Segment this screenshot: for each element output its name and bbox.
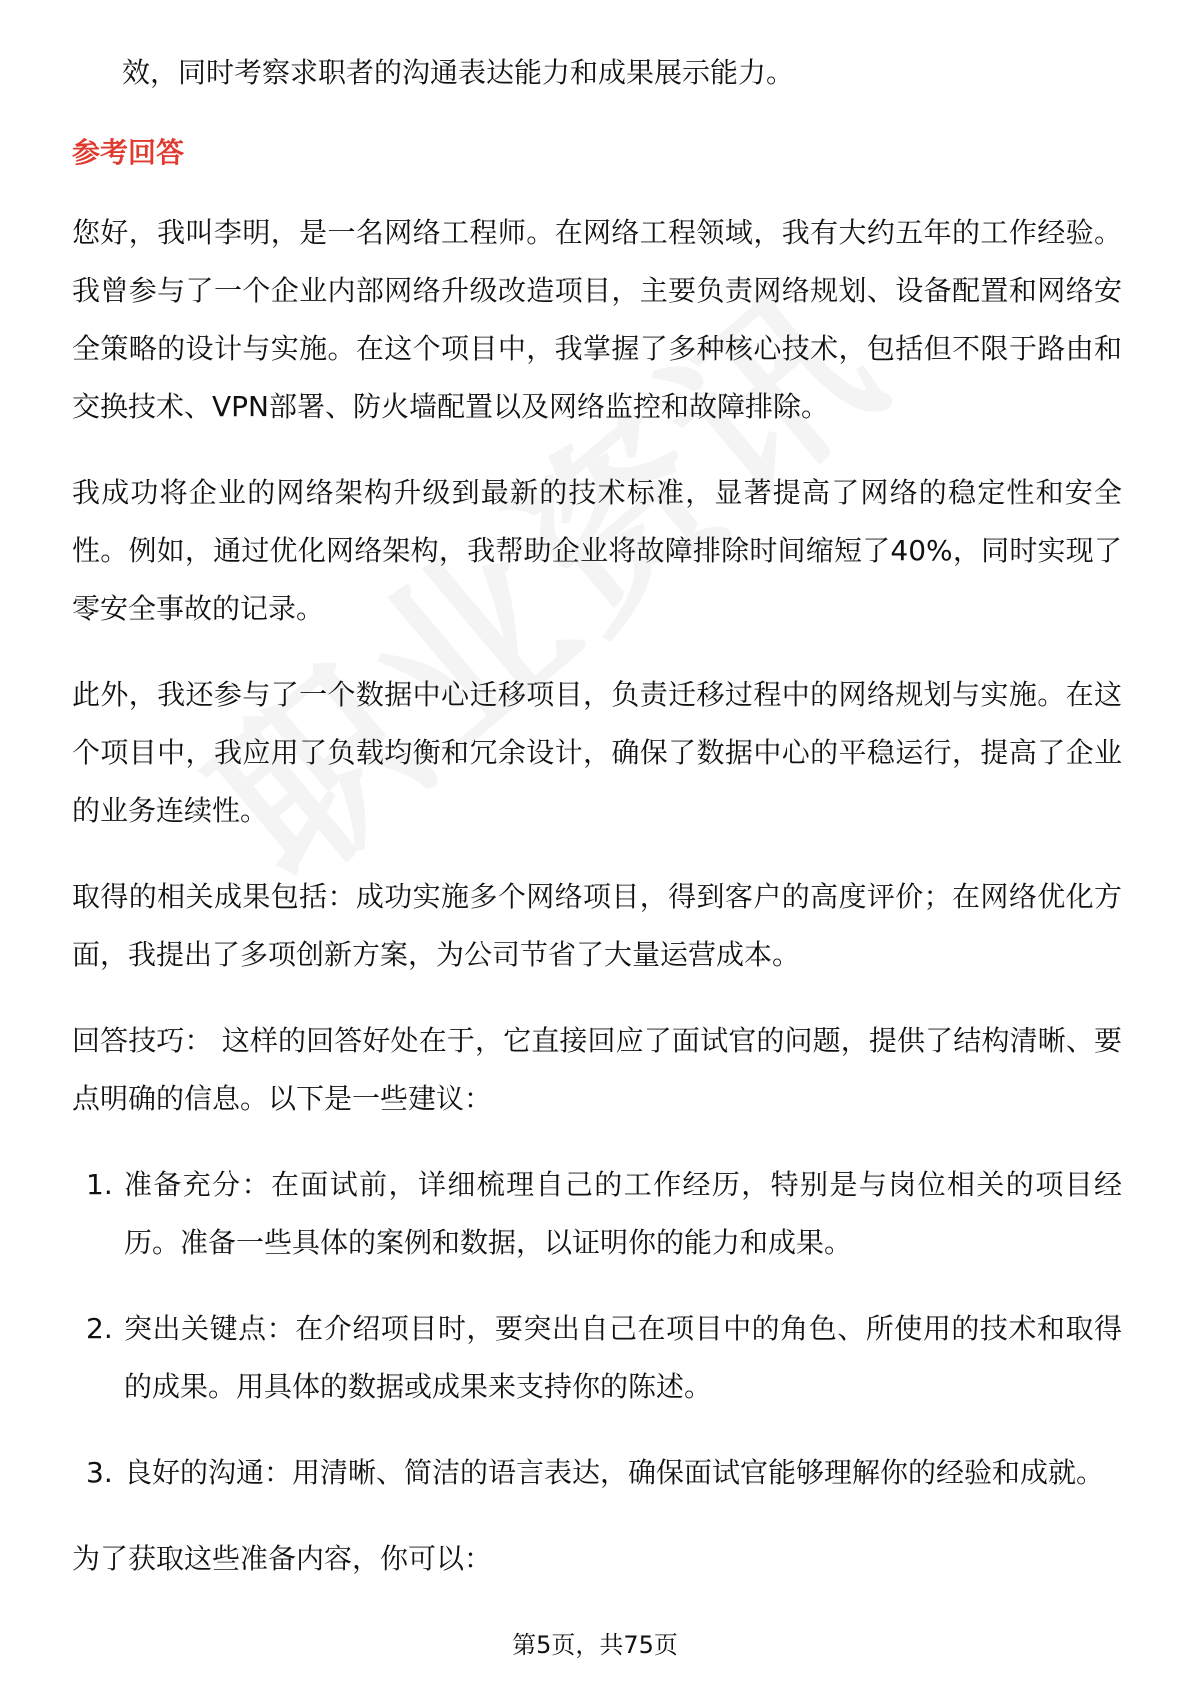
section-heading: 参考回答: [72, 136, 185, 169]
paragraph-3: 此外，我还参与了一个数据中心迁移项目，负责迁移过程中的网络规划与实施。在这个项目中，我应用了负载均衡和冗余设计，确保了数据中心的平稳运行，提高了企业的业务连续性。: [72, 678, 1122, 827]
intro-tail-text: 效，同时考察求职者的沟通表达能力和成果展示能力。: [122, 56, 795, 89]
list-item-text: 准备充分：在面试前，详细梳理自己的工作经历，特别是与岗位相关的项目经历。准备一些具体的案例和数据，以证明你的能力和成果。: [124, 1168, 1122, 1259]
list-item: [72, 1156, 1122, 1272]
content-area: [72, 44, 1122, 1588]
paragraph-5: 回答技巧： 这样的回答好处在于，它直接回应了面试官的问题，提供了结构清晰、要点明确的信息。以下是一些建议：: [72, 1024, 1122, 1115]
paragraph-1: 您好，我叫李明，是一名网络工程师。在网络工程领域，我有大约五年的工作经验。我曾参与了一个企业内部网络升级改造项目，主要负责网络规划、设备配置和网络安全策略的设计与实施。在这个项目中，我掌握了多种核心技术，包括但不限于路由和交换技术、VPN部署、防火墙配置以及网络监控和故障排除。: [72, 216, 1122, 423]
paragraph-2: 我成功将企业的网络架构升级到最新的技术标准，显著提高了网络的稳定性和安全性。例如，通过优化网络架构，我帮助企业将故障排除时间缩短了40%，同时实现了零安全事故的记录。: [72, 476, 1122, 625]
list-item-number: 2.: [86, 1312, 113, 1345]
paragraph-4: 取得的相关成果包括：成功实施多个网络项目，得到客户的高度评价；在网络优化方面，我提出了多项创新方案，为公司节省了大量运营成本。: [72, 880, 1122, 971]
list-item: [72, 1444, 1122, 1502]
list-item-text: 突出关键点：在介绍项目时，要突出自己在项目中的角色、所使用的技术和取得的成果。用具体的数据或成果来支持你的陈述。: [124, 1312, 1122, 1403]
closing-text: 为了获取这些准备内容，你可以：: [72, 1542, 493, 1575]
tips-list: [72, 1156, 1122, 1502]
list-item-number: 3.: [86, 1456, 113, 1489]
list-item-text: 良好的沟通：用清晰、简洁的语言表达，确保面试官能够理解你的经验和成就。: [124, 1456, 1105, 1489]
list-item: [72, 1300, 1122, 1416]
list-item-number: 1.: [86, 1168, 113, 1201]
page-footer: 第5页，共75页: [512, 1631, 678, 1659]
